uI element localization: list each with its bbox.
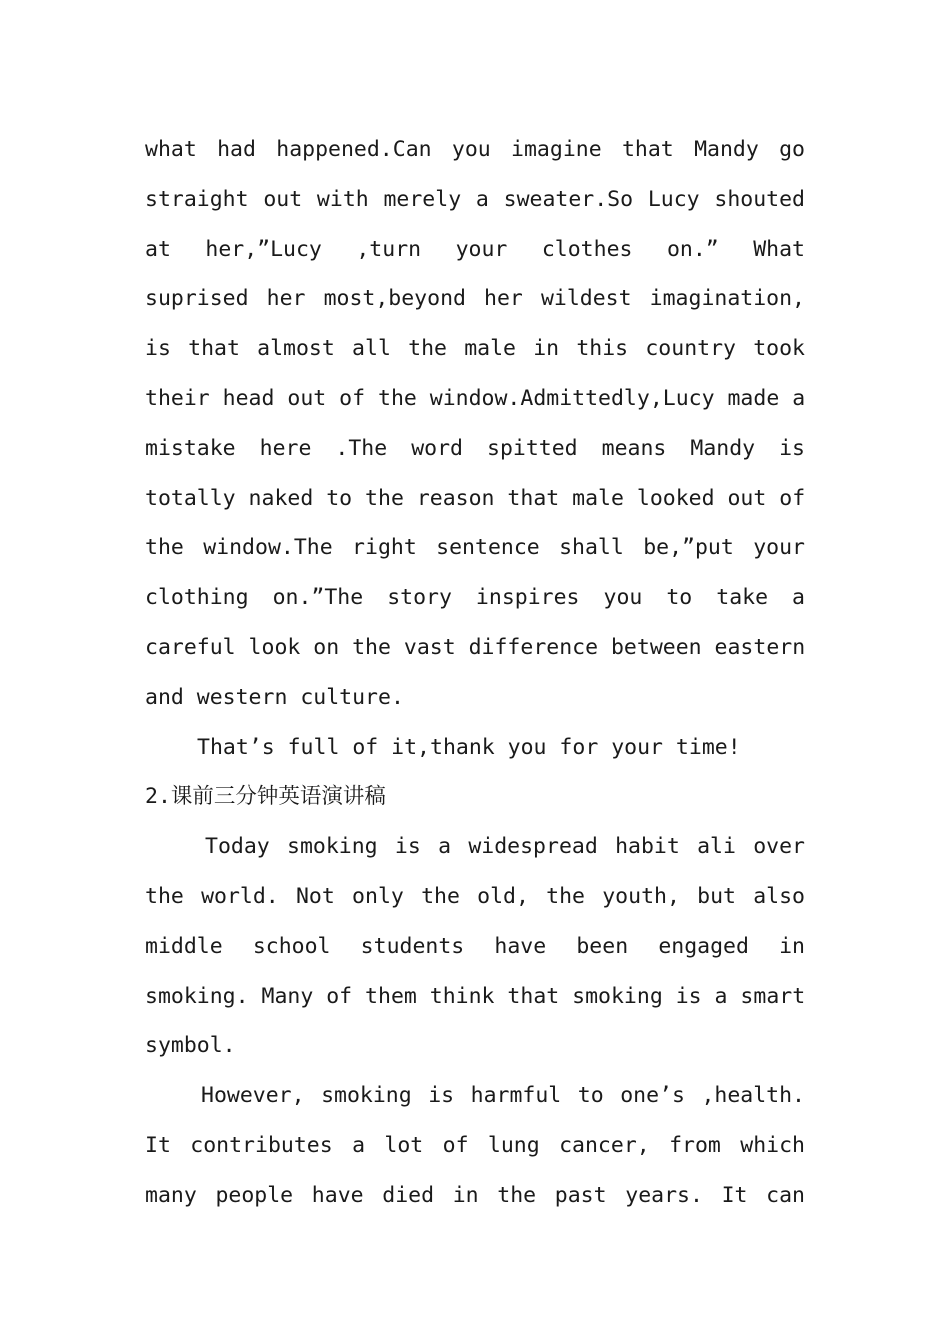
- story-paragraph: [145, 125, 805, 723]
- text-line: the window.The right sentence shall be,”put your: [145, 535, 805, 561]
- text-line: careful look on the vast difference between eastern: [145, 634, 805, 660]
- text-line: totally naked to the reason that male looked out of: [145, 485, 805, 511]
- text-line: the world. Not only the old, the youth, but also: [145, 883, 805, 909]
- text-line: what had happened.Can you imagine that Mandy go: [145, 137, 805, 162]
- text-line: their head out of the window.Admittedly,Lucy made a: [145, 385, 805, 411]
- text-line: mistake here .The word spitted means Mandy is: [145, 435, 805, 461]
- closing-line: That’s full of it,thank you for your time!: [197, 734, 741, 760]
- speech-paragraph-1: [145, 822, 805, 1071]
- text-line: suprised her most,beyond her wildest imagination,: [145, 286, 805, 312]
- text-line: many people have died in the past years. It can: [145, 1182, 805, 1208]
- text-line: at her,”Lucy ,turn your clothes on.” What: [145, 236, 805, 262]
- document-body: [145, 125, 805, 1221]
- text-line: However, smoking is harmful to one’s ,health.: [201, 1083, 805, 1109]
- text-line: is that almost all the male in this country took: [145, 336, 805, 362]
- text-line: middle school students have been engaged in: [145, 933, 805, 959]
- text-line: and western culture.: [145, 684, 404, 710]
- text-line: It contributes a lot of lung cancer, from which: [145, 1132, 805, 1158]
- text-line: symbol.: [145, 1033, 236, 1059]
- text-line: Today smoking is a widespread habit ali over: [205, 834, 805, 860]
- section-heading: 2.课前三分钟英语演讲稿: [145, 784, 386, 810]
- text-line: straight out with merely a sweater.So Lucy shouted: [145, 186, 805, 212]
- text-line: smoking. Many of them think that smoking is a smart: [145, 983, 805, 1009]
- text-line: clothing on.”The story inspires you to take a: [145, 585, 805, 611]
- speech-paragraph-2: [145, 1071, 805, 1220]
